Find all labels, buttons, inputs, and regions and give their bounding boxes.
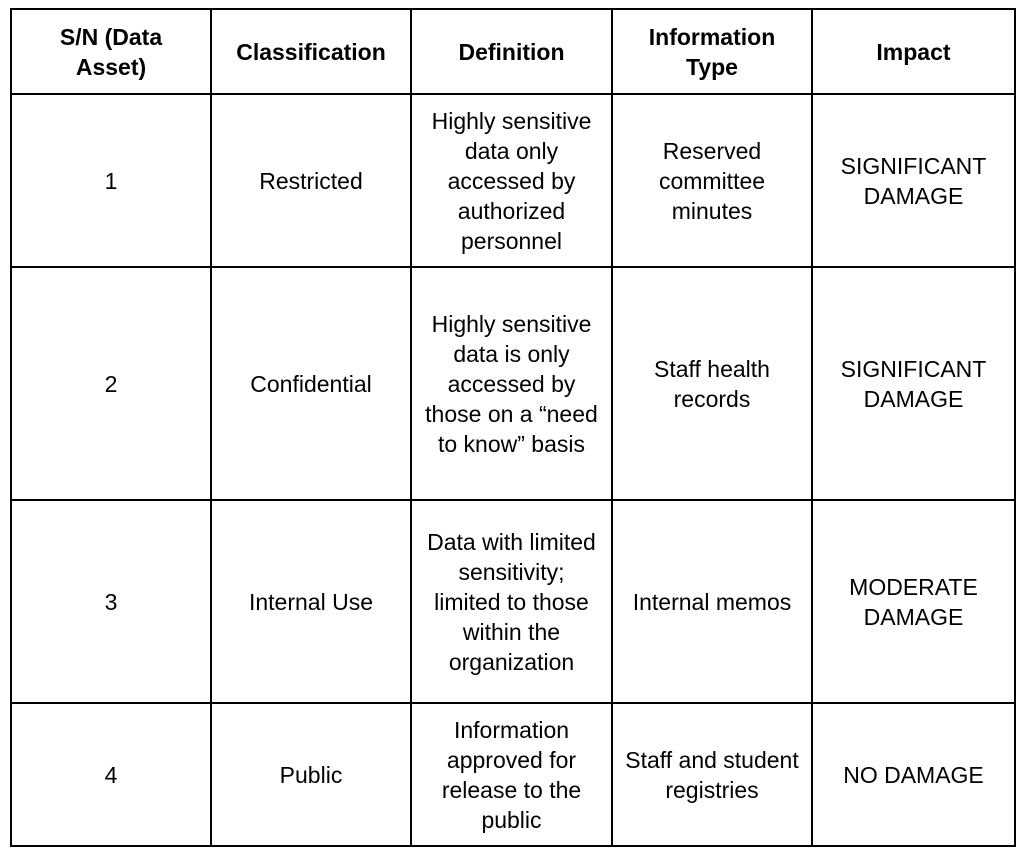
cell-impact: MODERATE DAMAGE bbox=[812, 500, 1015, 703]
cell-impact: SIGNIFICANT DAMAGE bbox=[812, 94, 1015, 267]
table-row bbox=[11, 94, 1015, 267]
cell-information-type: Staff health records bbox=[612, 267, 812, 500]
cell-sn: 2 bbox=[11, 267, 211, 500]
cell-definition: Data with limited sensitivity; limited to those within the organization bbox=[411, 500, 612, 703]
cell-definition: Information approved for release to the public bbox=[411, 703, 612, 846]
header-classification: Classification bbox=[211, 9, 411, 94]
cell-classification: Confidential bbox=[211, 267, 411, 500]
cell-sn: 4 bbox=[11, 703, 211, 846]
header-row bbox=[11, 9, 1015, 94]
table-body bbox=[11, 94, 1015, 846]
header-definition: Definition bbox=[411, 9, 612, 94]
cell-impact: NO DAMAGE bbox=[812, 703, 1015, 846]
data-classification-table bbox=[10, 8, 1016, 847]
cell-classification: Internal Use bbox=[211, 500, 411, 703]
cell-sn: 1 bbox=[11, 94, 211, 267]
cell-impact: SIGNIFICANT DAMAGE bbox=[812, 267, 1015, 500]
cell-information-type: Internal memos bbox=[612, 500, 812, 703]
header-information-type: Information Type bbox=[612, 9, 812, 94]
table-row bbox=[11, 500, 1015, 703]
table-row bbox=[11, 267, 1015, 500]
cell-sn: 3 bbox=[11, 500, 211, 703]
table-header bbox=[11, 9, 1015, 94]
header-sn: S/N (Data Asset) bbox=[11, 9, 211, 94]
cell-definition: Highly sensitive data only accessed by authorized personnel bbox=[411, 94, 612, 267]
cell-classification: Restricted bbox=[211, 94, 411, 267]
cell-information-type: Reserved committee minutes bbox=[612, 94, 812, 267]
cell-information-type: Staff and student registries bbox=[612, 703, 812, 846]
table-row bbox=[11, 703, 1015, 846]
cell-definition: Highly sensitive data is only accessed by those on a “need to know” basis bbox=[411, 267, 612, 500]
cell-classification: Public bbox=[211, 703, 411, 846]
header-impact: Impact bbox=[812, 9, 1015, 94]
